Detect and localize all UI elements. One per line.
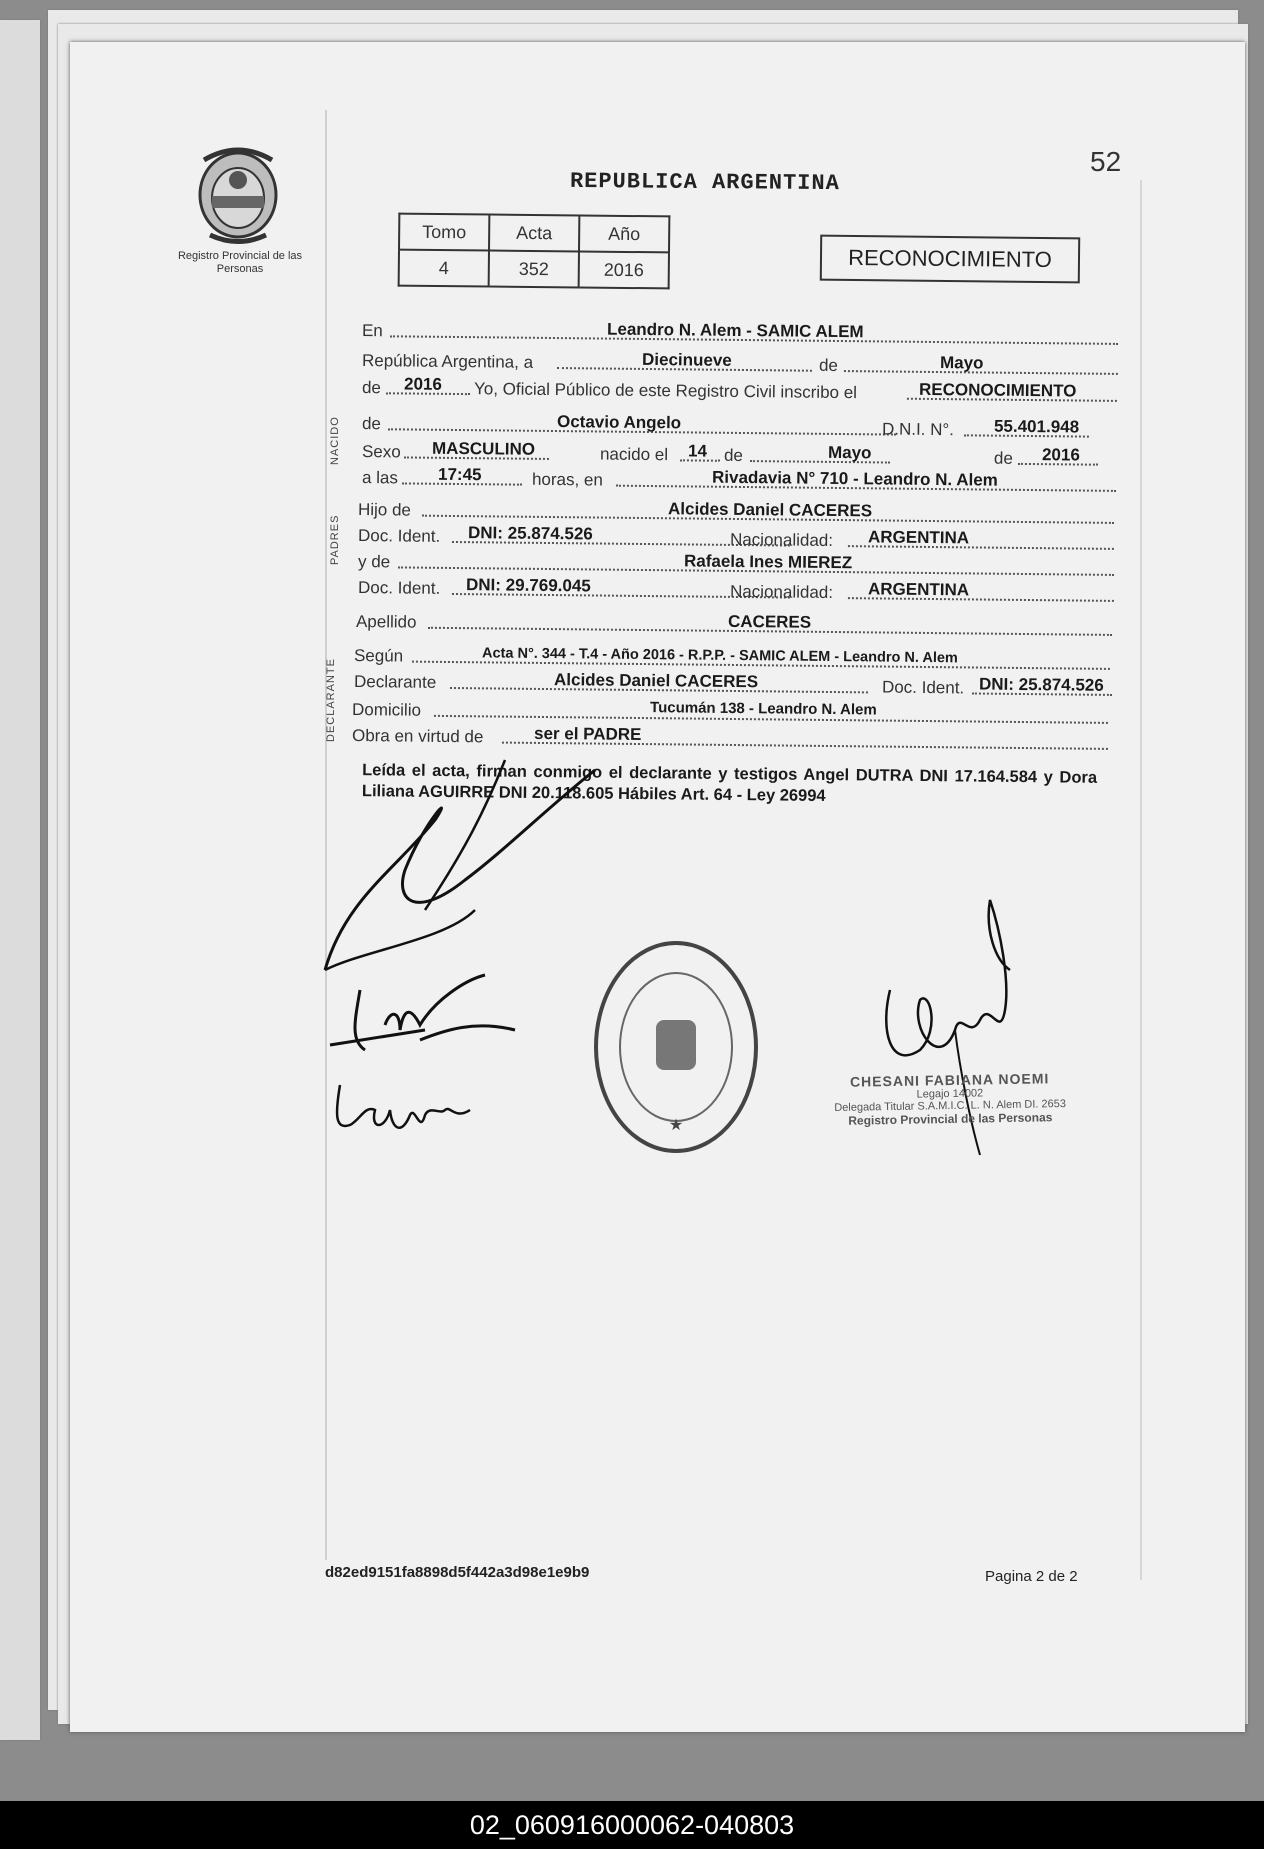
republica-label: República Argentina, a (361, 351, 534, 372)
doc3-label: Doc. Ident. (881, 677, 965, 698)
madre-value: Rafaela Ines MIEREZ (683, 551, 853, 573)
document-title: REPUBLICA ARGENTINA (569, 168, 840, 197)
obra-label: Obra en virtud de (351, 726, 484, 747)
doc1-value: DNI: 25.874.526 (467, 523, 593, 544)
nac2-value: ARGENTINA (867, 579, 970, 600)
declarant-signature (305, 750, 605, 980)
image-caption: 02_060916000062-040803 (469, 1810, 795, 1840)
side-label-declarante: DECLARANTE (325, 658, 337, 742)
anio-value: 2016 (403, 374, 442, 394)
official-seal (592, 940, 760, 1155)
anio-header: Año (579, 215, 669, 252)
page-indicator: Pagina 2 de 2 (985, 1568, 1078, 1585)
en-value: Leandro N. Alem - SAMIC ALEM (606, 319, 864, 342)
nombre-value: Octavio Angelo (556, 412, 682, 433)
image-caption-bar (0, 1801, 1264, 1849)
nac2-label: Nacionalidad: (729, 581, 834, 602)
doc2-label: Doc. Ident. (357, 578, 441, 598)
right-rule (1140, 180, 1142, 1580)
nac-de2-label: de (993, 448, 1014, 468)
obra-value: ser el PADRE (533, 723, 642, 745)
lugar-value: Rivadavia N° 710 - Leandro N. Alem (711, 467, 998, 490)
declarante-value: Alcides Daniel CACERES (553, 670, 759, 692)
doc1-label: Doc. Ident. (357, 526, 441, 546)
nacido-label: nacido el (599, 444, 669, 465)
act-type-badge: RECONOCIMIENTO (820, 235, 1080, 284)
nac-de-label: de (723, 445, 744, 465)
hora-value: 17:45 (437, 464, 482, 485)
doc3-value: DNI: 25.874.526 (978, 674, 1104, 695)
dia-value: Diecinueve (641, 349, 732, 370)
side-label-nacido: NACIDO (329, 416, 341, 465)
hijo-label: Hijo de (357, 500, 412, 520)
de2-label: de (361, 414, 382, 434)
registrar-stamp (800, 1069, 1101, 1128)
anio-value: 2016 (579, 251, 669, 288)
domicilio-label: Domicilio (351, 700, 422, 720)
anio-label: de (361, 378, 382, 398)
tomo-header: Tomo (399, 214, 489, 251)
nac1-value: ARGENTINA (867, 527, 970, 548)
nac1-label: Nacionalidad: (729, 529, 834, 550)
domicilio-value: Tucumán 138 - Leandro N. Alem (649, 699, 877, 719)
page-number: 52 (1090, 146, 1122, 177)
sexo-label: Sexo (361, 442, 401, 462)
oficial-text: Yo, Oficial Público de este Registro Civil inscribo el (473, 379, 858, 403)
segun-label: Según (353, 646, 404, 666)
en-label: En (361, 321, 383, 341)
registrar-legajo: Legajo 14002 (916, 1087, 984, 1101)
acta-value: 352 (489, 251, 579, 288)
inscribo-value: RECONOCIMIENTO (918, 379, 1077, 401)
document-hash: d82ed9151fa8898d5f442a3d98e1e9b9 (325, 1564, 590, 1581)
registrar-role: Delegada Titular S.A.M.I.C. L. N. Alem DI. 2653 (834, 1097, 1067, 1115)
paper-stack-left (0, 20, 40, 1740)
segun-value: Acta N°. 344 - T.4 - Año 2016 - R.P.P. - SAMIC ALEM - Leandro N. Alem (481, 645, 958, 667)
padre-value: Alcides Daniel CACERES (667, 499, 873, 521)
witness-signature-dutra (325, 970, 525, 1070)
horas-label: horas, en (531, 469, 604, 490)
mes-value: Mayo (939, 353, 984, 373)
side-label-padres: PADRES (329, 514, 341, 565)
declarante-label: Declarante (353, 672, 437, 692)
yde-label: y de (357, 552, 391, 572)
acta-header: Acta (489, 215, 579, 252)
dni-value: 55.401.948 (993, 416, 1080, 437)
provincial-emblem-icon (190, 140, 286, 245)
svg-text:★: ★ (668, 1117, 684, 1134)
sexo-value: MASCULINO (431, 438, 536, 459)
registrar-office: Registro Provincial de las Personas (848, 1110, 1053, 1128)
closing-statement: Leída el acta, firman conmigo el declarante y testigos Angel DUTRA DNI 17.164.584 y Dora Liliana AGUIRRE DNI 20.118.605 Hábiles Art. 64 - Ley 26994 (361, 761, 1098, 806)
witness-signature-aguirre (330, 1075, 490, 1145)
apellido-value: CACERES (727, 611, 812, 632)
registrar-name: CHESANI FABIANA NOEMI (849, 1070, 1050, 1090)
certificate-page (70, 42, 1245, 1732)
registry-caption: Registro Provincial de las Personas (177, 250, 303, 275)
doc2-value: DNI: 29.769.045 (465, 575, 591, 596)
dni-label: D.N.I. N°. (881, 419, 955, 440)
nac-dia-value: 14 (687, 441, 708, 461)
nac-anio-value: 2016 (1041, 445, 1080, 465)
de-label: de (818, 355, 839, 375)
tomo-value: 4 (399, 250, 489, 287)
nac-mes-value: Mayo (827, 442, 872, 463)
registry-table (398, 213, 671, 290)
alas-label: a las (361, 468, 399, 488)
apellido-label: Apellido (355, 612, 417, 632)
